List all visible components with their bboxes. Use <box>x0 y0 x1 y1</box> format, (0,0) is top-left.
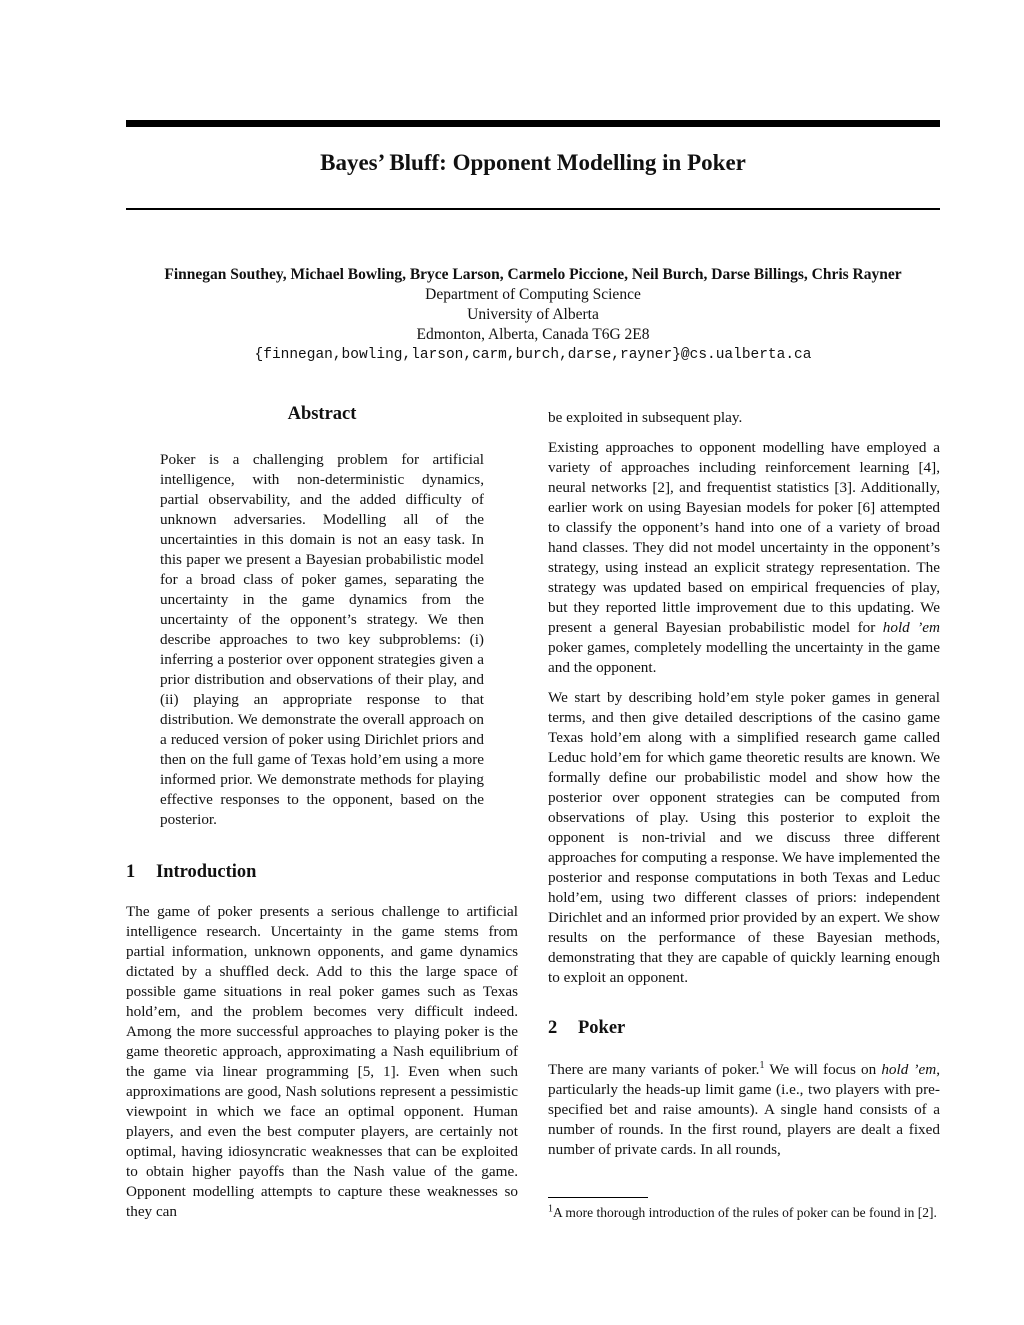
footnote-text: A more thorough introduction of the rules of poker can be found in [2]. <box>553 1205 937 1220</box>
author-names: Finnegan Southey, Michael Bowling, Bryce Larson, Carmelo Piccione, Neil Burch, Darse Billings, Chris Rayner <box>164 266 902 283</box>
section-2-title: Poker <box>578 1018 626 1038</box>
author-university: University of Alberta <box>467 306 599 323</box>
section-2-heading <box>548 1018 940 1038</box>
author-block <box>126 265 940 365</box>
intro-paragraph-2-end: poker games, completely modelling the uncertainty in the game and the opponent. <box>548 639 940 676</box>
left-column <box>126 400 518 1232</box>
intro-paragraph-1: The game of poker presents a serious challenge to artificial intelligence research. Uncertainty in the game stems from partial information, unknown opponents, and game dynamics dictated by a shuffled deck. Add to this the large space of possible game situations in real poker games such as Texas hold’em, and the problem becomes very difficult indeed. Among the more successful approaches to playing poker is the game theoretic approach, approximating a Nash equilibrium of the game via linear programming [5, 1]. Even when such approximations are good, Nash solutions represent a pessimistic viewpoint in which we face an optimal opponent. Human players, and even the best computer players, are certainly not optimal, having idiosyncratic weaknesses that can be exploited to obtain higher payoffs than the Nash value of the game. Opponent modelling attempts to capture these weaknesses so they can <box>126 903 518 1220</box>
section-2-number: 2 <box>548 1018 558 1038</box>
intro-paragraph-2-emphasis: hold ’em <box>882 619 940 636</box>
footnote-mark: 1 <box>548 1203 553 1215</box>
author-address: Edmonton, Alberta, Canada T6G 2E8 <box>416 326 650 343</box>
intro-paragraph-2 <box>548 438 940 678</box>
section-1-number: 1 <box>126 862 136 882</box>
intro-paragraph-3: We start by describing hold’em style poker games in general terms, and then give detailed descriptions of the casino game Texas hold’em along with a simplified research game called Leduc hold’em for which game theoretic results are known. We formally define our probabilistic model and show how the posterior over opponent strategies can be computed from observations of play. Using this posterior to exploit the opponent is non-trivial and we discuss three different approaches for computing a response. We have implemented the posterior and response computations in both Texas and Leduc hold’em, using two different classes of priors: independent Dirichlet and an informed prior provided by an expert. We show results on the performance of these Bayesian methods, demonstrating that they are capable of quickly learning enough to exploit an opponent. <box>548 689 940 986</box>
right-column <box>548 408 940 1170</box>
footnote-rule <box>548 1197 648 1198</box>
section-1-heading <box>126 862 518 882</box>
footnote <box>548 1204 940 1221</box>
title-rule-top <box>126 120 940 127</box>
footnote-ref[interactable]: 1 <box>759 1059 765 1071</box>
intro-paragraph-1-continued: be exploited in subsequent play. <box>548 409 743 426</box>
author-email: {finnegan,bowling,larson,carm,burch,darse,rayner}@cs.ualberta.ca <box>254 347 812 363</box>
intro-paragraph-2-text: Existing approaches to opponent modelling have employed a variety of approaches including reinforcement learning [4], neural networks [2], and frequentist statistics [3]. Additionally, earlier work on using Bayesian models for poker [6] attempted to classify the opponent’s hand into one of a variety of broad hand classes. They did not model uncertainty in the opponent’s strategy, using instead an explicit strategy representation. The strategy was updated based on empirical frequencies of play, but they reported little improvement due to this updating. We present a general Bayesian probabilistic model for <box>548 439 940 636</box>
poker-paragraph-1 <box>548 1060 940 1160</box>
poker-paragraph-1-end: , particularly the heads-up limit game (i.e., two players with pre-specified bet and raise amounts). A single hand consists of a number of rounds. In the first round, players are dealt a fixed number of private cards. In all rounds, <box>548 1061 940 1158</box>
abstract-text: Poker is a challenging problem for artificial intelligence, with non-deterministic dynamics, partial observability, and the added difficulty of unknown adversaries. Modelling all of the uncertainties in this domain is not an easy task. In this paper we present a Bayesian probabilistic model for a broad class of poker games, separating the uncertainty in the game dynamics from the uncertainty of the opponent’s strategy. We then describe approaches to two key subproblems: (i) inferring a posterior over opponent strategies given a prior distribution and observations of their play, and (ii) playing an appropriate response to that distribution. We demonstrate the overall approach on a reduced version of poker using Dirichlet priors and then on the full game of Texas hold’em using a more informed prior. We demonstrate methods for playing effective responses to the opponent, based on the posterior. <box>160 451 484 828</box>
poker-paragraph-1-mid: We will focus on <box>764 1061 882 1078</box>
poker-paragraph-1-start: There are many variants of poker. <box>548 1061 760 1078</box>
author-department: Department of Computing Science <box>425 286 641 303</box>
poker-paragraph-1-emphasis: hold ’em <box>881 1061 937 1078</box>
paper-title: Bayes’ Bluff: Opponent Modelling in Poker <box>320 150 746 175</box>
title-rule-bottom <box>126 208 940 210</box>
abstract-heading: Abstract <box>287 404 357 424</box>
section-1-title: Introduction <box>156 862 257 882</box>
